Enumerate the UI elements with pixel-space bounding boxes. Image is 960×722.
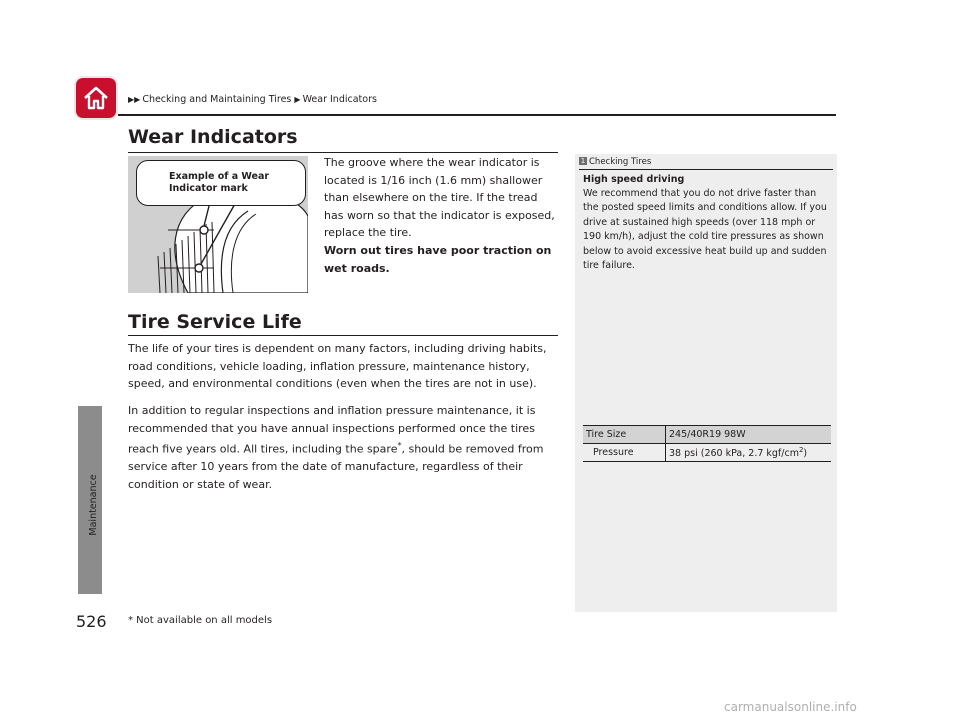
heading-rule bbox=[128, 152, 558, 153]
note-badge-icon: 1 bbox=[580, 157, 586, 165]
heading-rule bbox=[128, 335, 558, 336]
service-life-paragraph-2 bbox=[128, 402, 558, 494]
breadcrumb-item-wear-indicators[interactable]: Wear Indicators bbox=[302, 94, 377, 105]
watermark: carmanualsonline.info bbox=[724, 700, 857, 714]
tire-pressure-table bbox=[583, 425, 831, 462]
table-cell-label: Pressure bbox=[583, 444, 666, 462]
intro-text: The groove where the wear indicator is located is 1/16 inch (1.6 mm) shallower than elsewhere on the tire. If the tread has worn so that the indicator is exposed, replace the tire. bbox=[324, 156, 555, 240]
page-number: 526 bbox=[76, 612, 107, 631]
section-heading-wear-indicators: Wear Indicators bbox=[128, 126, 298, 148]
home-icon[interactable] bbox=[76, 78, 116, 118]
note-panel bbox=[575, 154, 837, 612]
table-cell-label: Tire Size bbox=[583, 426, 666, 444]
header-rule bbox=[118, 114, 836, 116]
table-row bbox=[583, 444, 831, 462]
paragraph-2-part-b: , should be removed from service after 10 years from the date of manufacture, regardless of their condition or state of wear. bbox=[128, 442, 544, 492]
note-title: High speed driving bbox=[583, 174, 685, 185]
table-row bbox=[583, 426, 831, 444]
breadcrumb bbox=[128, 94, 377, 105]
breadcrumb-item-checking-tires[interactable]: Checking and Maintaining Tires bbox=[142, 94, 292, 105]
table-cell-value bbox=[666, 444, 832, 462]
note-header[interactable] bbox=[579, 157, 651, 167]
section-heading-tire-service-life: Tire Service Life bbox=[128, 311, 302, 333]
intro-paragraph bbox=[324, 154, 558, 277]
callout-box bbox=[136, 160, 306, 206]
paragraph-2-part-a: In addition to regular inspections and inflation pressure maintenance, it is recommended that you have annual inspections performed once the tires reach five years old. All tires, including the spare bbox=[128, 404, 536, 456]
breadcrumb-arrow-icon: ▶ bbox=[294, 95, 301, 104]
pressure-value: 38 psi (260 kPa, 2.7 kgf/cm bbox=[669, 448, 799, 460]
note-body: We recommend that you do not drive faster than the posted speed limits and conditions allow. If you drive at sustained high speeds (over 118 mph or 190 km/h), adjust the cold tire pressures as shown below to avoid excessive heat build up and sudden tire failure. bbox=[583, 188, 827, 272]
note-header-rule bbox=[579, 169, 833, 170]
footnote: * Not available on all models bbox=[128, 615, 273, 626]
breadcrumb-arrow-icon: ▶▶ bbox=[128, 95, 141, 104]
pressure-superscript: 2 bbox=[798, 445, 804, 454]
note-header-title: Checking Tires bbox=[589, 157, 652, 167]
footnote-marker[interactable]: * bbox=[397, 441, 402, 451]
service-life-paragraph-1: The life of your tires is dependent on many factors, including driving habits, road conditions, vehicle loading, inflation pressure, maintenance history, speed, and environmental conditions (even when the tires are not in use). bbox=[128, 342, 547, 391]
pressure-tail: ) bbox=[803, 448, 808, 460]
table-cell-value: 245/40R19 98W bbox=[666, 426, 832, 444]
side-tab-label: Maintenance bbox=[88, 474, 99, 536]
intro-warning: Worn out tires have poor traction on wet roads. bbox=[324, 243, 552, 275]
callout-text: Example of a Wear Indicator mark bbox=[169, 171, 270, 194]
